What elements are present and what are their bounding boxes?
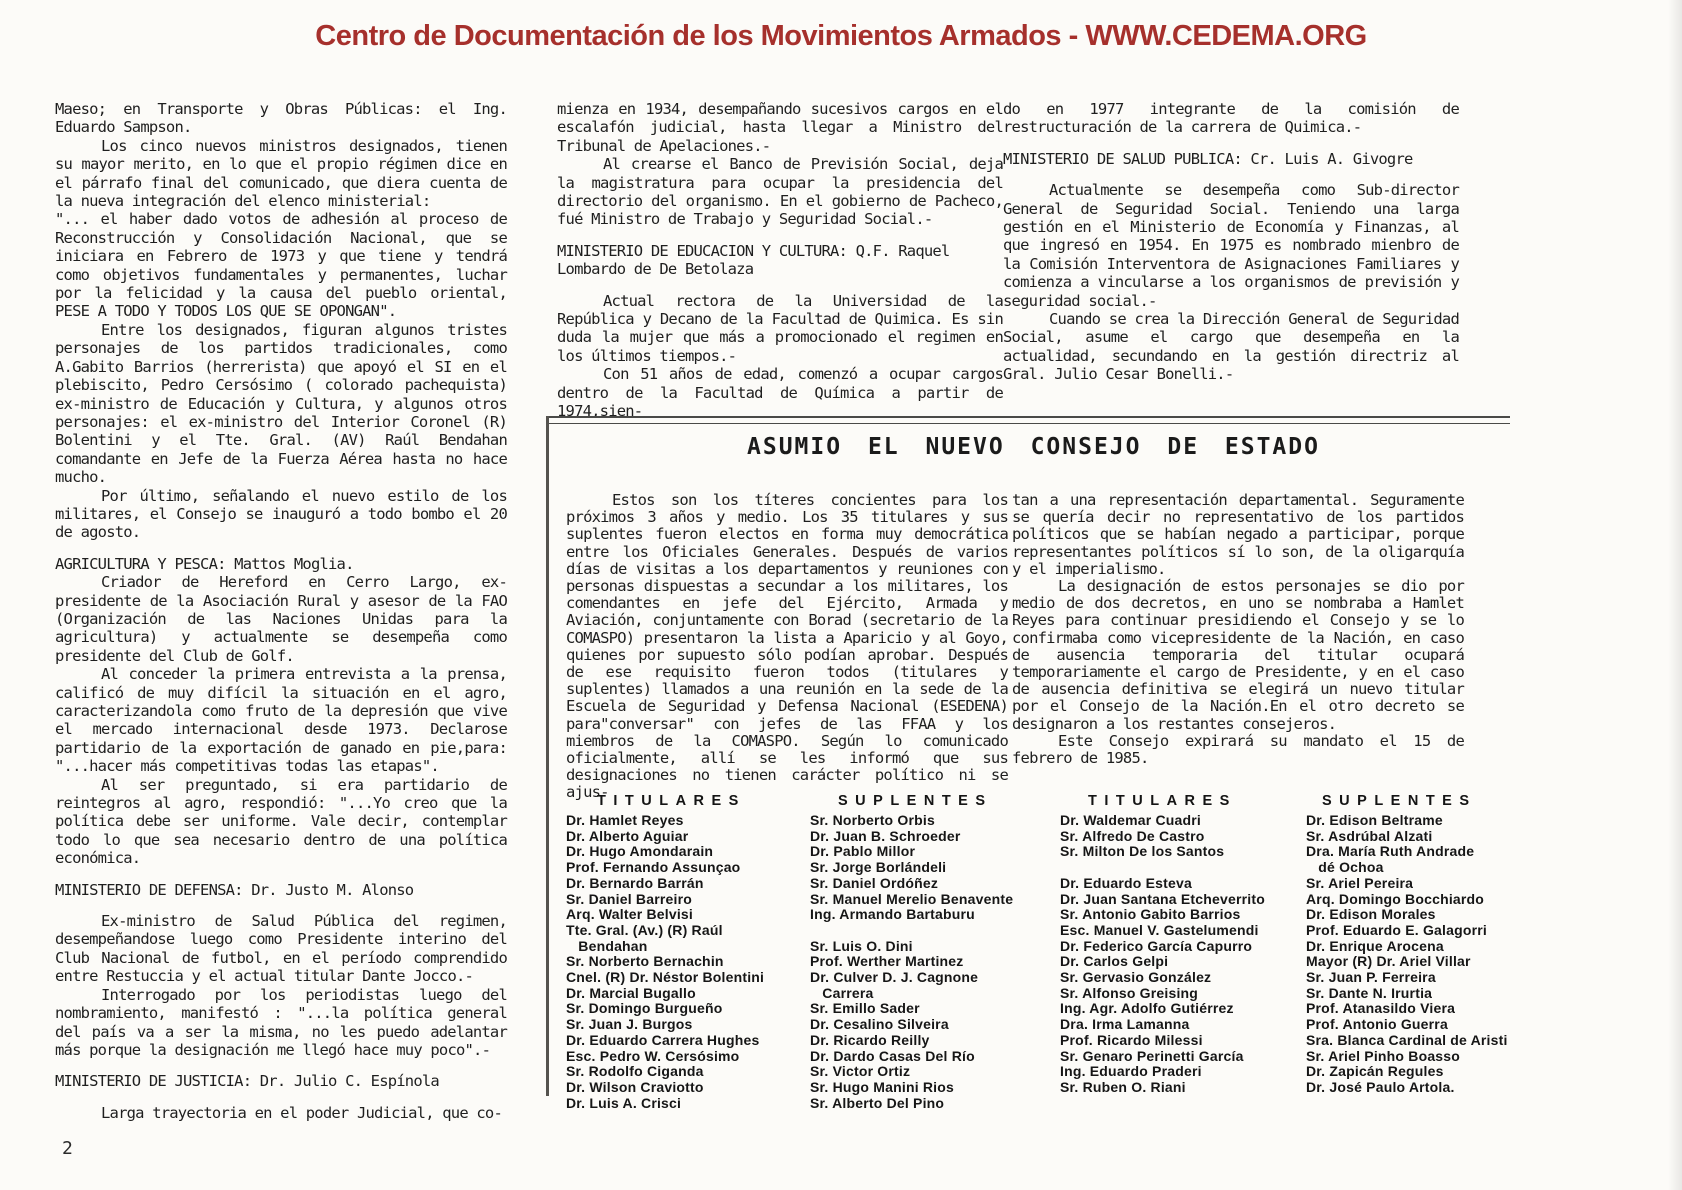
paragraph: mienza en 1934, desempañando sucesivos cargos en el escalafón judicial, hasta llegar a Ministro del Tribunal de Apelaciones.-	[557, 100, 1003, 155]
council-member-name: Sr. Milton De los Santos	[1060, 843, 1225, 860]
paragraph: Actual rectora de la Universidad de la República y Decano de la Facultad de Quimica. Es sin duda la mujer que más a promocionado el regimen en los últimos tiempos.-	[557, 291, 1003, 365]
council-member-name: Sr. Victor Ortiz	[810, 1063, 911, 1080]
council-member-name: Dr. Pablo Millor	[810, 843, 916, 860]
council-member-name: Sr. Juan P. Ferreira	[1306, 969, 1436, 986]
box-article-title: ASUMIO EL NUEVO CONSEJO DE ESTADO	[747, 434, 1320, 460]
council-member-name: Dr. José Paulo Artola.	[1306, 1078, 1455, 1095]
box-column-left	[566, 492, 1008, 802]
table2-suplentes-list	[1306, 813, 1566, 1096]
council-member-name	[1060, 860, 1306, 876]
section-heading: MINISTERIO DE DEFENSA: Dr. Justo M. Alonso	[55, 880, 414, 899]
council-member-name: Arq. Domingo Bocchiardo	[1306, 890, 1485, 907]
paragraph: do en 1977 integrante de la comisión de restructuración de la carrera de Quimica.-	[1003, 100, 1459, 137]
council-member-name: Dr. Luis A. Crisci	[566, 1094, 682, 1111]
council-member-name: Sr. Gervasio González	[1060, 969, 1212, 986]
article-column-middle	[557, 100, 1003, 421]
council-member-name: Sr. Alfonso Greising	[1060, 984, 1199, 1001]
council-member-name: Prof. Fernando Assunçao	[566, 859, 741, 876]
page-number: 2	[62, 1138, 73, 1159]
council-member-name: Sr. Asdrúbal Alzati	[1306, 827, 1433, 844]
table2-titulares-list	[1060, 813, 1306, 1096]
paragraph: Ex-ministro de Salud Pública del regimen, desempeñandose luego como Presidente interino del Club Nacional de futbol, en el período comprendido entre Restuccia y el actual titular Dante Jocco.-	[55, 912, 507, 986]
masthead-title: Centro de Documentación de los Movimientos Armados - WWW.CEDEMA.ORG	[315, 20, 1367, 52]
council-member-name: Dr. Bernardo Barrán	[566, 874, 704, 891]
council-member-name: Dr. Ricardo Reilly	[810, 1031, 930, 1048]
council-member-name: Sr. Alberto Del Pino	[810, 1094, 945, 1111]
council-member-name: Dr. Hugo Amondarain	[566, 843, 714, 860]
council-member-name: Prof. Eduardo E. Galagorri	[1306, 921, 1488, 938]
council-member-name: Dra. María Ruth Andrade	[1306, 843, 1475, 860]
council-member-name: Dr. Wilson Craviotto	[566, 1078, 704, 1095]
paragraph: Estos son los títeres concientes para los próximos 3 años y medio. Los 35 titulares y sus suplentes fueron electos en forma muy democrática entre los Oficiales Generales. Después de varios días de visitas a los departamentos y reuniones con personas dispuestas a secundar a los militares, los comendantes en jefe del Ejército, Armada y Aviación, conjuntamente con Borad (secretario de la COMASPO) presentaron la lista a Aparicio y al Goyo, quienes por supuesto sólo podían aprobar. Después de ese requisito fueron todos (titulares y suplentes) llamados a una reunión en la sede de la Escuela de Seguridad y Defensa Nacional (ESEDENA) para"conversar" con jefes de las FFAA y los miembros de la COMASPO. Según lo comunicado oficialmente, allí se les informó que sus designaciones no tienen carácter político ni se ajus-	[566, 491, 1008, 802]
section-heading: AGRICULTURA Y PESCA: Mattos Moglia.	[55, 554, 354, 573]
council-member-name: Bendahan	[566, 937, 648, 954]
council-member-name: Sra. Blanca Cardinal de Aristi	[1306, 1031, 1508, 1048]
council-member-name: Dr. Alberto Aguiar	[566, 827, 689, 844]
council-member-name: Tte. Gral. (Av.) (R) Raúl	[566, 921, 723, 938]
council-member-name: Esc. Manuel V. Gastelumendi	[1060, 921, 1259, 938]
council-member-name: Dr. Hamlet Reyes	[566, 812, 684, 828]
council-member-name: Esc. Pedro W. Cersósimo	[566, 1047, 740, 1064]
council-member-name: Sr. Norberto Bernachin	[566, 953, 724, 970]
council-member-name: Prof. Werther Martinez	[810, 953, 964, 970]
section-heading: MINISTERIO DE SALUD PUBLICA: Cr. Luis A. Givogre	[1003, 149, 1413, 168]
paragraph: Al ser preguntado, si era partidario de reintegros al agro, respondió: "...Yo creo que la política debe ser uniforme. Vale decir, contemplar todo lo que sea necesario dentro de una política económica.	[55, 775, 507, 868]
table1-titulares-header: TITULARES	[597, 793, 746, 809]
council-member-name: Prof. Ricardo Milessi	[1060, 1031, 1203, 1048]
paragraph: Cuando se crea la Dirección General de Seguridad Social, asume el cargo que desempeña en la actualidad, secundando en la gestión directriz al Gral. Julio Cesar Bonelli.-	[1003, 310, 1459, 384]
council-member-name: Sr. Jorge Borlándeli	[810, 859, 947, 876]
paragraph: Los cinco nuevos ministros designados, tienen su mayor merito, en lo que el propio régimen dice en el párrafo final del comunicado, que diera cuenta de la nueva integración del elenco ministerial:	[55, 136, 507, 211]
paragraph: Con 51 años de edad, comenzó a ocupar cargos dentro de la Facultad de Química a partir de 1974,sien-	[557, 365, 1003, 421]
paragraph: La designación de estos personajes se dio por medio de dos decretos, en uno se nombraba a Hamlet Reyes para continuar presidiendo el Consejo y se lo confirmaba como vicepresidente de la Nación, en caso de ausencia temporaria del titular ocupará temporariamente el cargo de Presidente, y en el caso de ausencia definitiva se elegirá un nuevo titular por el Consejo de la Nación.En el otro decreto se designaron a los restantes consejeros.	[1012, 577, 1464, 733]
council-member-name: Prof. Antonio Guerra	[1306, 1016, 1448, 1033]
council-member-name: Mayor (R) Dr. Ariel Villar	[1306, 953, 1471, 970]
table1-titulares-list	[566, 813, 812, 1111]
section-heading: MINISTERIO DE JUSTICIA: Dr. Julio C. Espínola	[55, 1072, 439, 1091]
council-member-name: Cnel. (R) Dr. Néstor Bolentini	[566, 969, 765, 986]
paragraph: Actualmente se desempeña como Sub-director General de Seguridad Social. Teniendo una larga gestión en el Ministerio de Economía y Finanzas, al que ingresó en 1954. En 1975 es nombrado mienbro de la Comisión Interventora de Asignaciones Familiares y comienza a vincularse a los organismos de previsión y seguridad social.-	[1003, 181, 1459, 310]
council-member-name: Sr. Manuel Merelio Benavente	[810, 890, 1014, 907]
council-member-name: Dr. Waldemar Cuadri	[1060, 812, 1201, 828]
council-member-name: Sr. Alfredo De Castro	[1060, 827, 1205, 844]
council-member-name: Dr. Marcial Bugallo	[566, 984, 696, 1001]
article-column-left	[55, 100, 507, 1122]
council-member-name: Sr. Genaro Perinetti García	[1060, 1047, 1244, 1064]
paragraph: Maeso; en Transporte y Obras Públicas: el Ing. Eduardo Sampson.	[55, 100, 507, 137]
council-member-name: Dr. Culver D. J. Cagnone	[810, 969, 979, 986]
council-member-name: Sr. Ruben O. Riani	[1060, 1078, 1186, 1095]
council-member-name: Prof. Atanasildo Viera	[1306, 1000, 1456, 1017]
council-member-name	[810, 923, 1066, 939]
council-member-name: Dra. Irma Lamanna	[1060, 1016, 1190, 1033]
council-member-name: Carrera	[810, 984, 874, 1001]
council-member-name: Sr. Ariel Pereira	[1306, 874, 1414, 891]
box-column-right	[1012, 492, 1464, 767]
paragraph: Por último, señalando el nuevo estilo de los militares, el Consejo se inauguró a todo bombo el 20 de agosto.	[55, 486, 507, 542]
council-member-name: Dr. Cesalino Silveira	[810, 1016, 949, 1033]
council-member-name: Sr. Antonio Gabito Barrios	[1060, 906, 1241, 923]
council-member-name: Sr. Rodolfo Ciganda	[566, 1063, 704, 1080]
council-member-name: Dr. Zapicán Regules	[1306, 1063, 1444, 1080]
paragraph: Este Consejo expirará su mandato el 15 de febrero de 1985.	[1012, 731, 1464, 768]
council-member-name: Dr. Eduardo Esteva	[1060, 874, 1192, 891]
section-heading: MINISTERIO DE EDUCACION Y CULTURA: Q.F. Raquel Lombardo de De Betolaza	[557, 241, 950, 279]
council-member-name: Sr. Daniel Ordóñez	[810, 874, 939, 891]
council-member-name: Sr. Juan J. Burgos	[566, 1016, 693, 1033]
table2-titulares-header: TITULARES	[1088, 793, 1237, 809]
paragraph: Al conceder la primera entrevista a la prensa, calificó de muy difícil la situación en el agro, caracterizandola como fruto de la depresión que vive el mercado internacional desde 1973. Declarose partidario de la exportación de ganado en pie,para: "...hacer más competitivas todas las etapas".	[55, 665, 507, 776]
paragraph: "... el haber dado votos de adhesión al proceso de Reconstrucción y Consolidación Nacional, que se iniciara en Febrero de 1973 y que tiene y tendrá como objetivos fundamentales y permanentes, luchar por la felicidad y la causa del pueblo oriental, PESE A TODO Y TODOS LOS QUE SE OPONGAN".	[55, 210, 507, 321]
council-member-name: Dr. Edison Beltrame	[1306, 812, 1443, 828]
council-member-name: Dr. Federico García Capurro	[1060, 937, 1253, 954]
paragraph: Larga trayectoria en el poder Judicial, que co-	[101, 1103, 502, 1122]
council-member-name: Dr. Eduardo Carrera Hughes	[566, 1031, 760, 1048]
table1-suplentes-list	[810, 813, 1066, 1111]
paragraph: tan a una representación departamental. Seguramente se quería decir no representativo de los partidos políticos que se habían negado a participar, porque representantes políticos sí lo son, de la oligarquía y el imperialismo.	[1012, 491, 1464, 578]
council-member-name: Dr. Dardo Casas Del Río	[810, 1047, 975, 1064]
council-member-name: Arq. Walter Belvisi	[566, 906, 693, 923]
article-column-right	[1003, 100, 1459, 384]
box-top-double-rule	[547, 416, 1510, 424]
council-member-name: Dr. Carlos Gelpi	[1060, 953, 1169, 970]
council-member-name: Sr. Norberto Orbis	[810, 812, 935, 828]
council-member-name: Dr. Juan B. Schroeder	[810, 827, 961, 844]
paragraph: Al crearse el Banco de Previsión Social, deja la magistratura para ocupar la presidencia del directorio del organismo. En el gobierno de Pacheco, fué Ministro de Trabajo y Seguridad Social.-	[557, 155, 1003, 229]
table1-suplentes-header: SUPLENTES	[838, 793, 993, 809]
paragraph: Criador de Hereford en Cerro Largo, ex-presidente de la Asociación Rural y asesor de la FAO (Organización de las Naciones Unidas para la agricultura) y actualmente se desempeña como presidente del Club de Golf.	[55, 573, 507, 665]
paragraph: Interrogado por los periodistas luego del nombramiento, manifestó : "...la política general del país va a ser la misma, no les puedo adelantar más porque la designación me llegó hace muy poco".-	[55, 985, 507, 1059]
council-member-name: Dr. Enrique Arocena	[1306, 937, 1444, 954]
council-member-name: Dr. Edison Morales	[1306, 906, 1436, 923]
council-member-name: Sr. Daniel Barreiro	[566, 890, 692, 907]
council-member-name: Dr. Juan Santana Etcheverrito	[1060, 890, 1265, 907]
paragraph: Entre los designados, figuran algunos tristes personajes de los partidos tradicionales, como A.Gabito Barrios (herrerista) que apoyó el SI en el plebiscito, Pedro Cersósimo ( colorado pachequista) ex-ministro de Educación y Cultura, y algunos otros personajes: el ex-ministro del Interior Coronel (R) Bolentini y el Tte. Gral. (AV) Raúl Bendahan comandante en Jefe de la Fuerza Aérea hasta no hace mucho.	[55, 320, 507, 487]
council-member-name: Ing. Agr. Adolfo Gutiérrez	[1060, 1000, 1234, 1017]
council-member-name: Sr. Ariel Pinho Boasso	[1306, 1047, 1461, 1064]
council-member-name: Ing. Eduardo Praderi	[1060, 1063, 1202, 1080]
council-member-name: Sr. Hugo Manini Rios	[810, 1078, 955, 1095]
council-member-name: dé Ochoa	[1306, 859, 1384, 876]
council-member-name: Sr. Dante N. Irurtia	[1306, 984, 1433, 1001]
council-member-name: Sr. Emillo Sader	[810, 1000, 920, 1017]
council-member-name: Sr. Domingo Burgueño	[566, 1000, 723, 1017]
council-member-name: Sr. Luis O. Dini	[810, 937, 913, 954]
box-left-vertical-rule	[546, 416, 549, 1096]
council-member-name: Ing. Armando Bartaburu	[810, 906, 975, 923]
table2-suplentes-header: SUPLENTES	[1322, 793, 1477, 809]
